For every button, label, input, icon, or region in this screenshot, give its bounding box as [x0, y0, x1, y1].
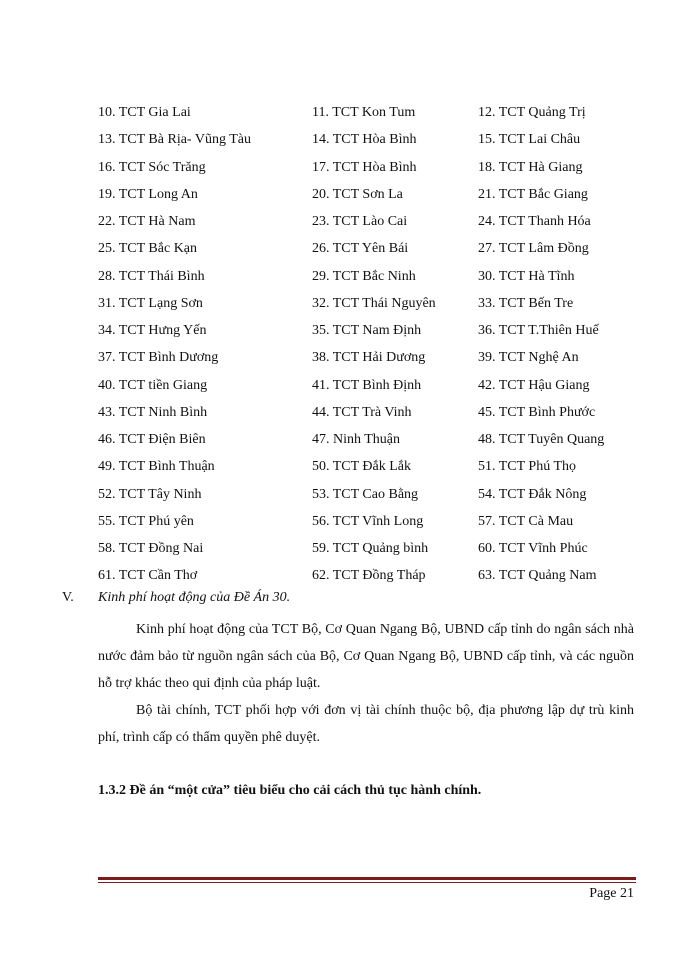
list-item: 28. TCT Thái Bình	[98, 268, 205, 284]
list-item: 26. TCT Yên Bái	[312, 241, 409, 257]
list-row	[98, 535, 658, 562]
list-item: 13. TCT Bà Rịa- Vũng Tàu	[98, 132, 251, 148]
page-number: Page 21	[589, 886, 634, 901]
list-item: 22. TCT Hà Nam	[98, 214, 196, 229]
list-item: 46. TCT Điện Biên	[98, 432, 206, 447]
list-row	[98, 317, 658, 344]
list-row	[98, 481, 658, 508]
list-row	[98, 154, 658, 181]
list-item: 55. TCT Phú yên	[98, 513, 194, 529]
list-item: 31. TCT Lạng Sơn	[98, 295, 203, 311]
list-row	[98, 208, 658, 235]
list-item: 40. TCT tiền Giang	[98, 377, 208, 393]
list-item: 50. TCT Đắk Lắk	[312, 459, 412, 475]
list-item: 62. TCT Đồng Tháp	[312, 568, 426, 584]
list-item: 20. TCT Sơn La	[312, 186, 403, 202]
list-item: 49. TCT Bình Thuận	[98, 459, 215, 475]
list-item: 14. TCT Hòa Bình	[312, 132, 417, 148]
list-row	[98, 99, 658, 126]
list-row	[98, 372, 658, 399]
list-item: 37. TCT Bình Dương	[98, 350, 219, 366]
list-item: 21. TCT Bắc Giang	[478, 186, 588, 202]
section-number: V.	[62, 590, 74, 605]
list-item: 59. TCT Quảng bình	[312, 541, 429, 556]
list-item: 10. TCT Gia Lai	[98, 105, 191, 120]
list-item: 48. TCT Tuyên Quang	[478, 432, 605, 447]
list-row	[98, 263, 658, 290]
list-row	[98, 181, 658, 208]
list-item: 35. TCT Nam Định	[312, 323, 422, 338]
list-row	[98, 344, 658, 371]
list-item: 56. TCT Vĩnh Long	[312, 513, 424, 529]
list-item: 15. TCT Lai Châu	[478, 132, 581, 148]
list-item: 54. TCT Đắk Nông	[478, 486, 587, 502]
list-item: 41. TCT Bình Định	[312, 377, 422, 393]
list-item: 53. TCT Cao Bằng	[312, 486, 419, 502]
list-item: 30. TCT Hà Tĩnh	[478, 268, 575, 284]
list-item: 36. TCT T.Thiên Huế	[478, 323, 599, 338]
footer-divider-thin	[98, 882, 636, 883]
list-item: 25. TCT Bắc Kạn	[98, 241, 198, 257]
list-item: 61. TCT Cần Thơ	[98, 568, 198, 584]
list-row	[98, 508, 658, 535]
list-item: 51. TCT Phú Thọ	[478, 459, 577, 475]
list-item: 52. TCT Tây Ninh	[98, 486, 202, 502]
list-item: 11. TCT Kon Tum	[312, 105, 416, 120]
list-item: 43. TCT Ninh Bình	[98, 404, 208, 420]
list-item: 24. TCT Thanh Hóa	[478, 214, 591, 229]
list-item: 12. TCT Quảng Trị	[478, 105, 586, 120]
list-item: 34. TCT Hưng Yến	[98, 323, 207, 338]
list-row	[98, 399, 658, 426]
list-item: 58. TCT Đồng Nai	[98, 541, 204, 556]
list-item: 63. TCT Quảng Nam	[478, 568, 597, 584]
list-item: 42. TCT Hậu Giang	[478, 377, 590, 393]
list-item: 18. TCT Hà Giang	[478, 159, 583, 175]
list-item: 17. TCT Hòa Bình	[312, 159, 417, 175]
list-item: 47. Ninh Thuận	[312, 432, 401, 447]
paragraph: Bộ tài chính, TCT phối hợp với đơn vị tài chính thuộc bộ, địa phương lập dự trù kinh phí, trình cấp có thẩm quyền phê duyệt.	[98, 703, 634, 745]
list-item: 60. TCT Vĩnh Phúc	[478, 541, 588, 556]
list-item: 29. TCT Bắc Ninh	[312, 268, 416, 284]
list-item: 32. TCT Thái Nguyên	[312, 295, 436, 311]
list-item: 45. TCT Bình Phước	[478, 404, 596, 420]
list-item: 27. TCT Lâm Đồng	[478, 241, 589, 257]
list-row	[98, 562, 658, 589]
list-item: 38. TCT Hải Dương	[312, 350, 426, 366]
list-row	[98, 126, 658, 153]
list-row	[98, 235, 658, 262]
province-list	[98, 99, 658, 590]
subsection-heading: 1.3.2 Đề án “một cửa” tiêu biểu cho cải cách thủ tục hành chính.	[98, 783, 482, 798]
list-item: 19. TCT Long An	[98, 186, 198, 202]
list-row	[98, 453, 658, 480]
list-item: 33. TCT Bến Tre	[478, 295, 574, 311]
list-item: 39. TCT Nghệ An	[478, 350, 579, 366]
list-item: 57. TCT Cà Mau	[478, 513, 574, 529]
section-title: Kinh phí hoạt động của Đề Án 30.	[98, 590, 291, 605]
list-row	[98, 290, 658, 317]
list-item: 16. TCT Sóc Trăng	[98, 159, 206, 175]
list-item: 23. TCT Lào Cai	[312, 214, 408, 229]
list-item: 44. TCT Trà Vinh	[312, 404, 412, 420]
footer-divider	[98, 877, 636, 880]
paragraph: Kinh phí hoạt động của TCT Bộ, Cơ Quan Ngang Bộ, UBND cấp tỉnh do ngân sách nhà nước đảm bảo từ nguồn ngân sách của Bộ, Cơ Quan Ngang Bộ, UBND cấp tỉnh, và các nguồn hỗ trợ khác theo qui định của pháp luật.	[98, 622, 634, 691]
list-row	[98, 426, 658, 453]
